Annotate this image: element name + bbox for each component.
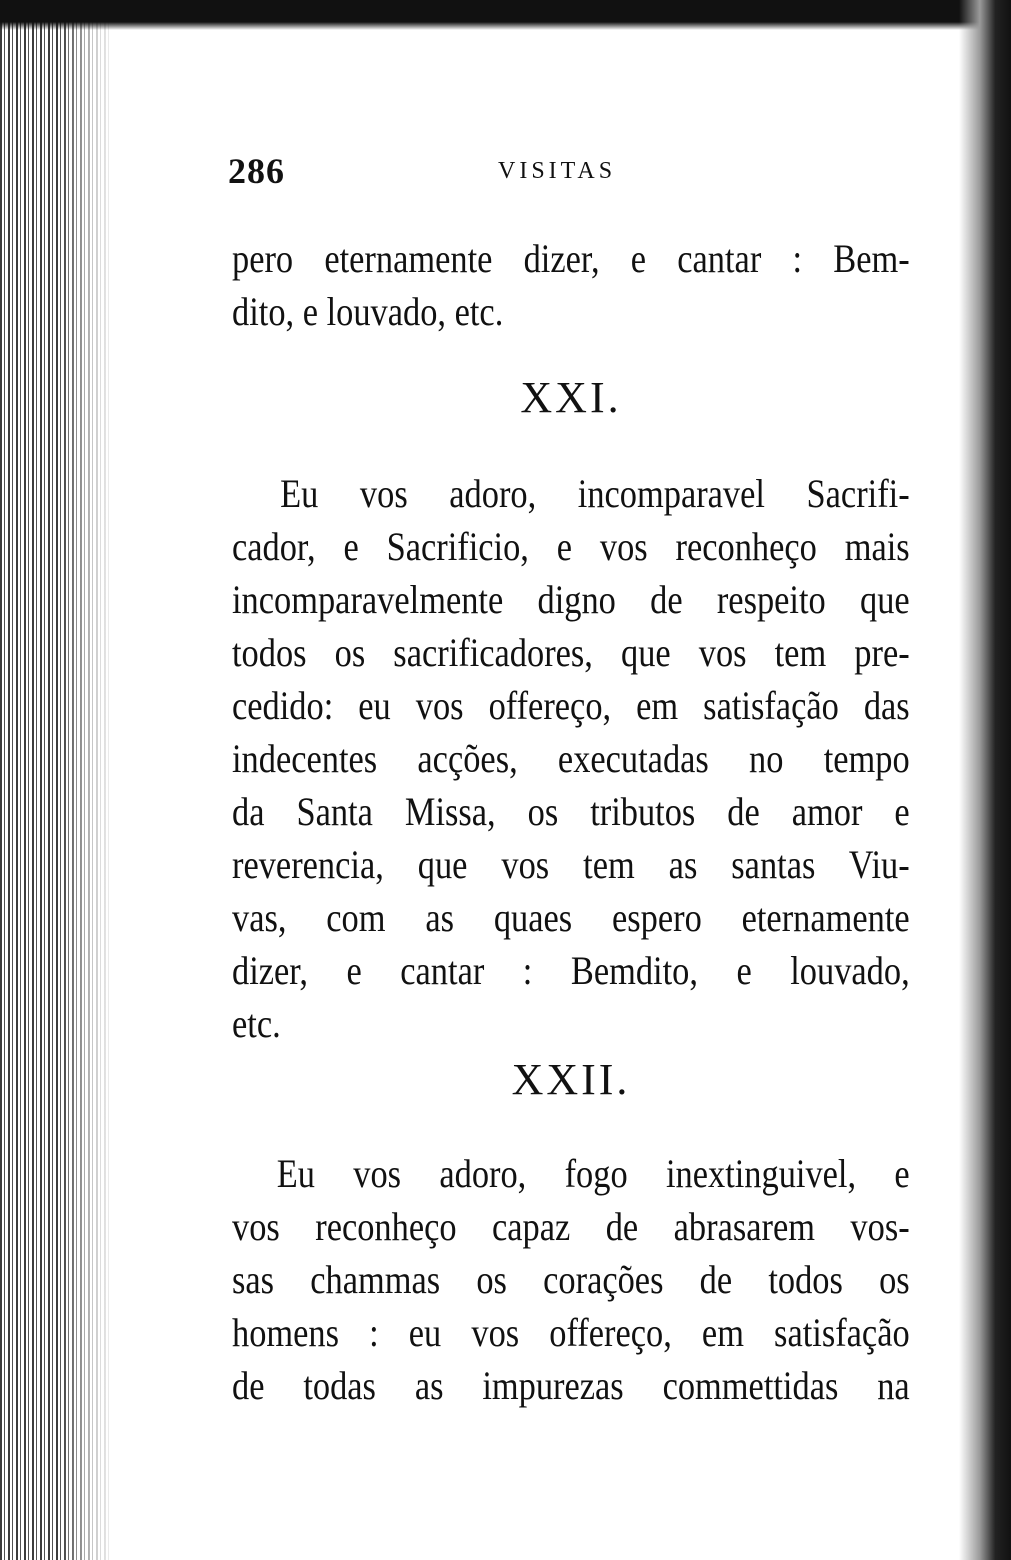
scan-right-edge <box>959 0 1011 1560</box>
text-line: indecentes acções, executadas no tempo <box>232 736 910 781</box>
text-line: etc. <box>232 1001 281 1046</box>
text-line: Eu vos adoro, fogo inextinguivel, e <box>276 1151 910 1196</box>
section-heading: XXII. <box>511 1055 631 1104</box>
text-line: sas chammas os corações de todos os <box>232 1257 910 1302</box>
text-line: dizer, e cantar : Bemdito, e louvado, <box>232 948 910 993</box>
text-line: reverencia, que vos tem as santas Viu- <box>232 842 910 887</box>
binding-shadow <box>60 0 120 1560</box>
running-head: VISITAS <box>498 158 617 184</box>
text-line: pero eternamente dizer, e cantar : Bem- <box>232 236 910 281</box>
page-body <box>232 232 910 1412</box>
text-line: homens : eu vos offereço, em satisfação <box>232 1310 910 1355</box>
text-line: vos reconheço capaz de abrasarem vos- <box>232 1204 910 1249</box>
section-heading: XXI. <box>520 373 622 422</box>
text-line: cedido: eu vos offereço, em satisfação das <box>232 683 910 728</box>
text-line: cador, e Sacrificio, e vos reconheço mais <box>232 524 910 569</box>
page-header <box>228 150 928 200</box>
text-line: vas, com as quaes espero eternamente <box>232 895 910 940</box>
text-line: de todas as impurezas commettidas na <box>232 1363 910 1408</box>
text-line: incomparavelmente digno de respeito que <box>232 577 910 622</box>
text-line: dito, e louvado, etc. <box>232 289 504 334</box>
page-number: 286 <box>228 151 285 191</box>
text-line: da Santa Missa, os tributos de amor e <box>232 789 910 834</box>
text-line: Eu vos adoro, incomparavel Sacrifi- <box>280 471 910 516</box>
scan-top-edge <box>0 0 1011 30</box>
text-line: todos os sacrificadores, que vos tem pre- <box>232 630 910 675</box>
